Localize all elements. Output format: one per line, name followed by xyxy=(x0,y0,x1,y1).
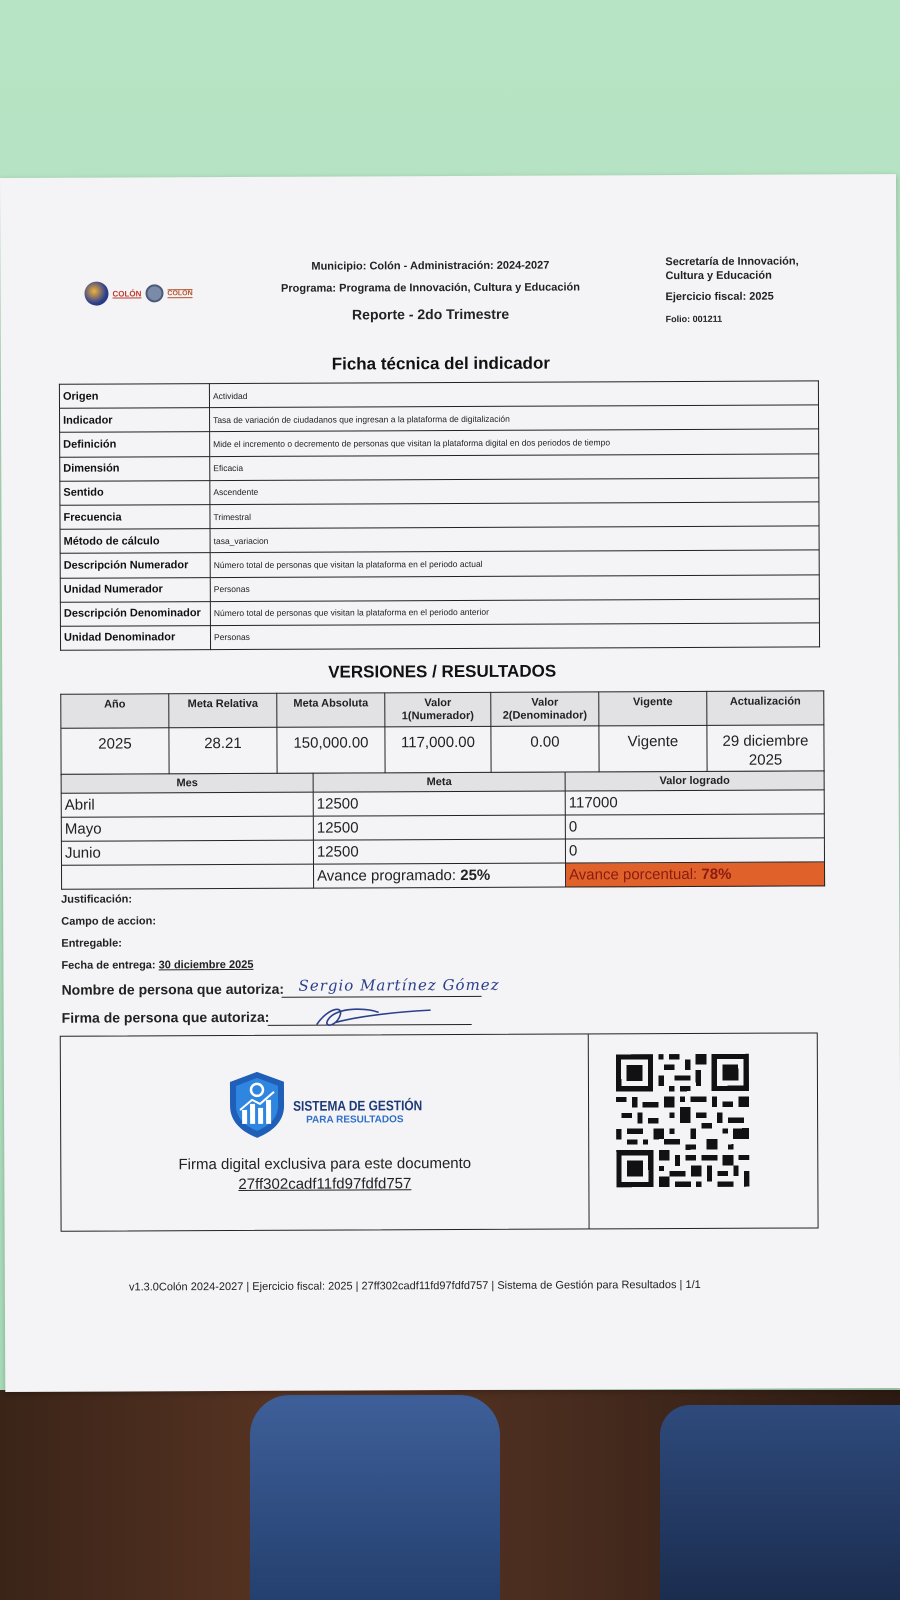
ficha-value: Tasa de variación de ciudadanos que ingresan a la plataforma de digitalización xyxy=(210,405,819,432)
table-row xyxy=(60,550,819,577)
avance-porcentual-label: Avance porcentual: xyxy=(569,865,698,884)
col-anio: Año xyxy=(61,694,169,728)
col-valor1-l2: 1(Numerador) xyxy=(401,709,474,723)
cell-anio: 2025 xyxy=(61,728,169,775)
avance-porcentual-value: 78% xyxy=(701,865,732,883)
header-ejercicio: Ejercicio fiscal: 2025 xyxy=(665,290,774,304)
box-divider xyxy=(588,1034,590,1228)
campo-accion-label: Campo de accion: xyxy=(61,915,157,928)
table-row xyxy=(61,862,824,889)
table-header-row xyxy=(61,691,824,728)
firma-digital-box xyxy=(60,1032,819,1231)
nombre-autoriza-signature: Sergio Martínez Gómez xyxy=(298,975,500,995)
nombre-autoriza-label: Nombre de persona que autoriza: xyxy=(61,980,285,998)
header-folio: Folio: 001211 xyxy=(665,313,723,325)
ficha-label: Origen xyxy=(59,384,209,409)
header-secretaria-1: Secretaría de Innovación, xyxy=(665,255,799,269)
logo-text-colon: COLÓN xyxy=(112,288,142,299)
cell-actualizacion xyxy=(707,725,824,773)
header-municipio: Municipio: Colón - Administración: 2024-2027 xyxy=(311,259,550,273)
col-meta-absoluta: Meta Absoluta xyxy=(277,693,385,727)
col-valor2 xyxy=(491,692,599,726)
entregable-label: Entregable: xyxy=(61,937,122,950)
versiones-title: VERSIONES / RESULTADOS xyxy=(328,661,557,682)
cell-mes: Abril xyxy=(61,792,313,817)
cell-valor: 0 xyxy=(565,814,824,839)
ficha-value: tasa_variacion xyxy=(210,526,819,553)
municipal-logo-icon xyxy=(84,282,108,306)
ficha-value: Eficacia xyxy=(210,453,819,480)
footer-text: v1.3.0Colón 2024-2027 | Ejercicio fiscal: 2025 | 27ff302cadf11fd97fdfd757 | Sistema de Gestión para Resultados | 1/1 xyxy=(128,1278,701,1294)
avance-porcentual xyxy=(565,862,824,887)
cell-valor: 0 xyxy=(565,838,824,863)
nombre-line xyxy=(282,996,482,998)
sistema-subtitle: PARA RESULTADOS xyxy=(306,1114,404,1126)
fecha-entrega xyxy=(61,959,253,972)
ficha-label: Definición xyxy=(60,432,210,457)
cell-valor2: 0.00 xyxy=(491,726,599,773)
header-secretaria-2: Cultura y Educación xyxy=(665,269,772,283)
cell-vigente: Vigente xyxy=(599,725,707,772)
col-meta-relativa: Meta Relativa xyxy=(169,693,277,727)
table-row xyxy=(60,623,819,650)
header-programa: Programa: Programa de Innovación, Cultura y Educación xyxy=(281,281,580,295)
table-row xyxy=(60,502,819,529)
table-row xyxy=(61,814,824,841)
ficha-value: Actividad xyxy=(209,381,818,408)
cell-meta: 12500 xyxy=(313,839,565,864)
table-row xyxy=(61,790,824,817)
ficha-value: Personas xyxy=(210,623,819,650)
col-vigente: Vigente xyxy=(599,691,707,725)
ficha-label: Descripción Numerador xyxy=(60,553,210,578)
actualizacion-l1: 29 diciembre xyxy=(722,732,809,750)
logo-text-colon-2: COLÓN xyxy=(167,289,193,297)
seal-icon xyxy=(145,284,163,302)
col-valor-logrado: Valor logrado xyxy=(565,771,824,791)
handwritten-signature-icon xyxy=(309,1002,439,1033)
ficha-value: Ascendente xyxy=(210,478,819,505)
ficha-label: Descripción Denominador xyxy=(60,601,210,626)
qr-code-icon xyxy=(616,1054,750,1188)
ficha-value: Mide el incremento o decremento de personas que visitan la plataforma digital en dos periodos de tiempo xyxy=(210,429,819,456)
avance-programado xyxy=(313,863,565,888)
ficha-title: Ficha técnica del indicador xyxy=(331,353,550,374)
cell-valor1: 117,000.00 xyxy=(385,726,491,773)
avance-programado-value: 25% xyxy=(460,866,491,884)
ficha-label: Indicador xyxy=(60,408,210,433)
firma-digital-text: Firma digital exclusiva para este documento xyxy=(178,1154,472,1174)
table-row xyxy=(60,574,819,601)
justificacion-label: Justificación: xyxy=(61,893,133,906)
cell-empty xyxy=(61,864,313,889)
col-meta: Meta xyxy=(313,772,565,792)
ficha-label: Unidad Numerador xyxy=(60,577,210,602)
table-row xyxy=(60,429,819,456)
sistema-title: SISTEMA DE GESTIÓN xyxy=(293,1097,423,1114)
firma-digital-hash: 27ff302cadf11fd97fdfd757 xyxy=(238,1175,412,1193)
table-row xyxy=(59,381,818,408)
cell-mes: Mayo xyxy=(61,816,313,841)
fecha-entrega-label: Fecha de entrega: xyxy=(61,959,156,972)
ficha-label: Unidad Denominador xyxy=(60,625,210,650)
ficha-label: Frecuencia xyxy=(60,505,210,530)
table-row xyxy=(60,599,819,626)
firma-autoriza-label: Firma de persona que autoriza: xyxy=(61,1008,270,1026)
ficha-value: Número total de personas que visitan la plataforma en el periodo anterior xyxy=(210,599,819,626)
ficha-label: Sentido xyxy=(60,480,210,505)
table-row xyxy=(60,526,819,553)
ficha-label: Método de cálculo xyxy=(60,529,210,554)
ficha-value: Trimestral xyxy=(210,502,819,529)
table-row xyxy=(61,725,824,775)
meses-table xyxy=(61,770,825,889)
col-mes: Mes xyxy=(61,773,313,793)
document-page xyxy=(0,174,900,1392)
logos xyxy=(84,281,204,306)
col-valor2-l2: 2(Denominador) xyxy=(502,709,588,722)
cell-meta: 12500 xyxy=(313,815,565,840)
cell-meta-relativa: 28.21 xyxy=(169,727,277,774)
actualizacion-l2: 2025 xyxy=(748,751,783,769)
table-row xyxy=(60,453,819,480)
cell-meta: 12500 xyxy=(313,791,565,816)
cell-valor: 117000 xyxy=(565,790,824,815)
ficha-value: Número total de personas que visitan la plataforma en el periodo actual xyxy=(210,550,819,577)
table-row xyxy=(60,478,819,505)
cell-meta-absoluta: 150,000.00 xyxy=(277,727,385,774)
header-reporte: Reporte - 2do Trimestre xyxy=(351,305,510,323)
sistema-shield-icon xyxy=(226,1070,288,1140)
background-leg-right xyxy=(660,1405,900,1600)
col-actualizacion: Actualización xyxy=(707,691,824,726)
cell-mes: Junio xyxy=(61,840,313,865)
fecha-entrega-value: 30 diciembre 2025 xyxy=(158,958,254,972)
col-valor1 xyxy=(385,692,491,726)
avance-programado-label: Avance programado: xyxy=(317,867,457,885)
ficha-label: Dimensión xyxy=(60,456,210,481)
table-row xyxy=(60,405,819,432)
col-valor2-l1: Valor xyxy=(531,696,559,709)
ficha-value: Personas xyxy=(210,574,819,601)
versiones-table xyxy=(60,690,824,775)
background-leg-left xyxy=(250,1395,500,1600)
col-valor1-l1: Valor xyxy=(424,697,452,710)
table-row xyxy=(61,838,824,865)
ficha-table xyxy=(59,380,820,650)
